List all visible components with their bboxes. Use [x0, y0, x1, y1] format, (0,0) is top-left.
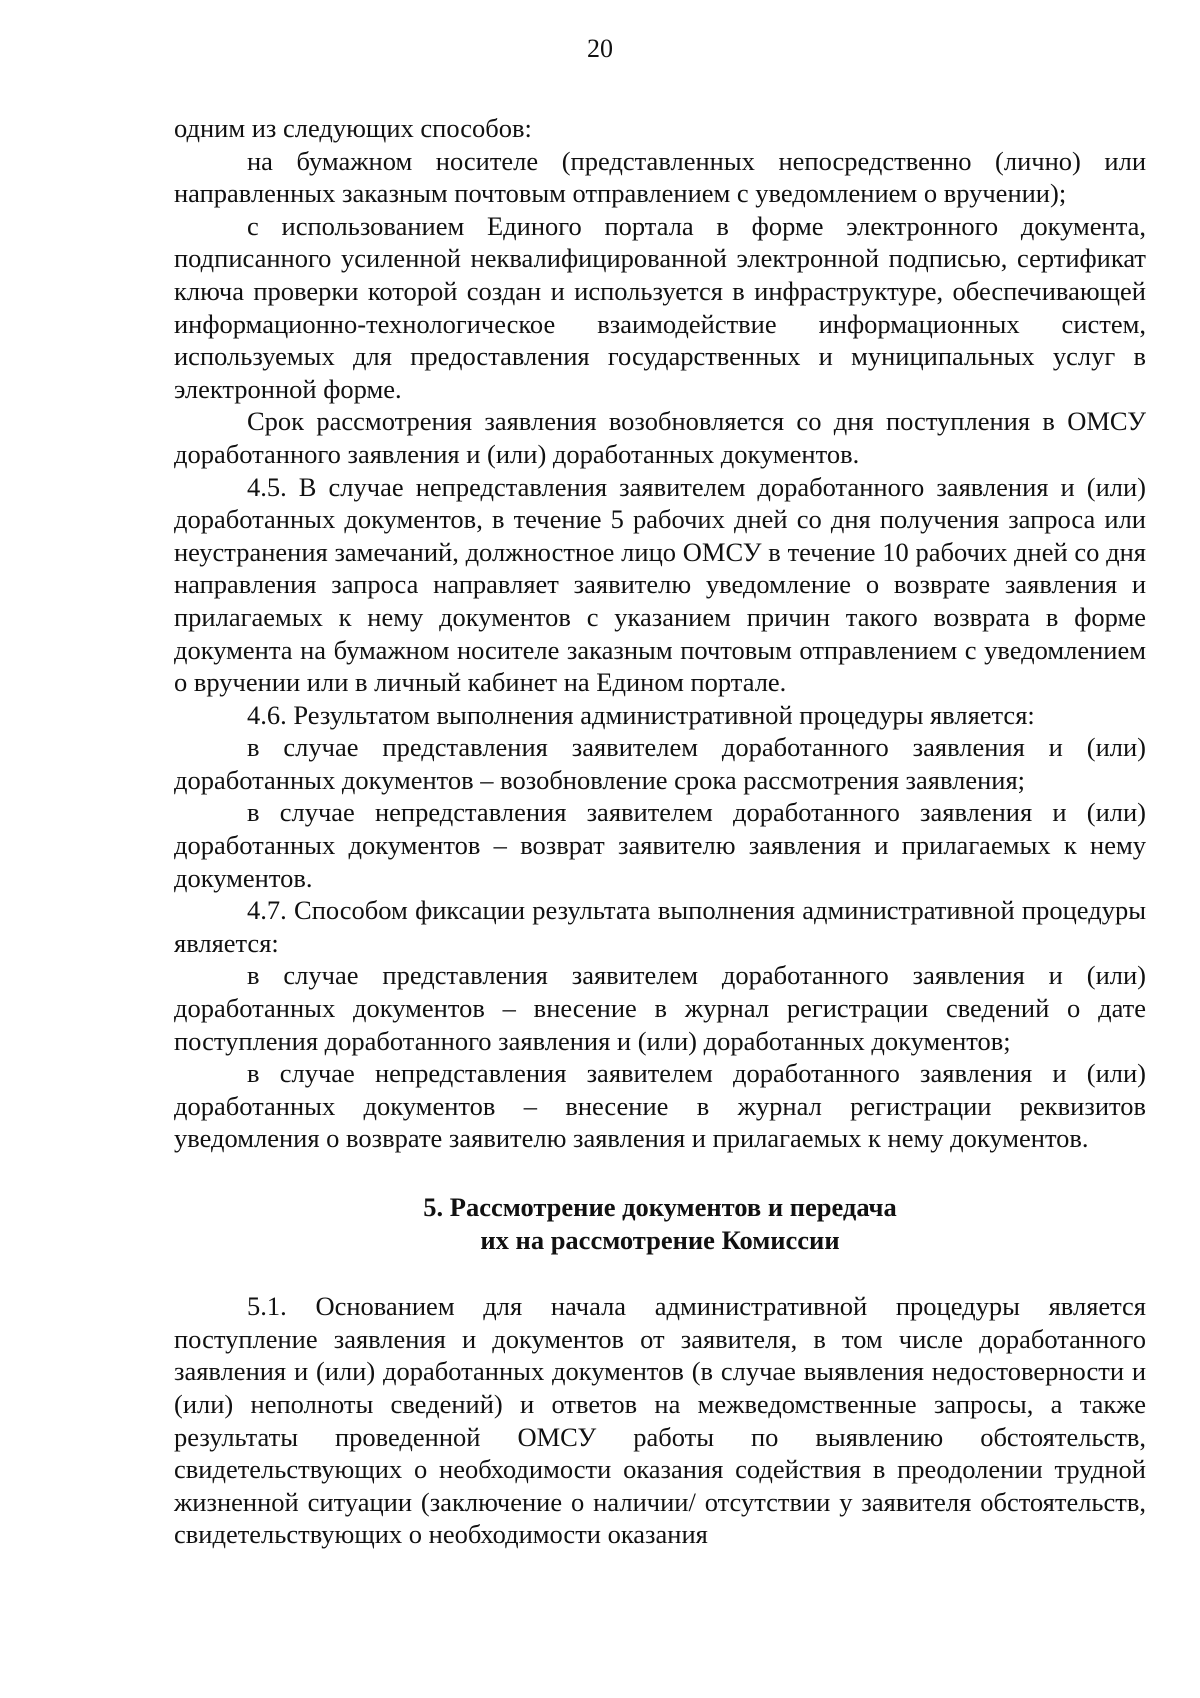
- page-number: 20: [587, 34, 613, 63]
- section-heading: [174, 1191, 1146, 1256]
- paragraph: одним из следующих способов:: [174, 113, 532, 143]
- paragraph: в случае представления заявителем доработанного заявления и (или) доработанных документов – внесение в журнал регистрации сведений о дате поступления доработанного заявления и (или) доработанных документов;: [174, 960, 1146, 1056]
- section-heading-line: их на рассмотрение Комиссии: [480, 1224, 840, 1255]
- paragraph: 5.1. Основанием для начала административной процедуры является поступление заявления и документов от заявителя, в том числе доработанного заявления и (или) доработанных документов (в случае выявления недостоверности и (или) неполноты сведений) и ответов на межведомственные запросы, а также результаты проведенной ОМСУ работы по выявлению обстоятельств, свидетельствующих о необходимости оказания содействия в преодолении трудной жизненной ситуации (заключение о наличии/ отсутствии у заявителя обстоятельств, свидетельствующих о необходимости оказания: [174, 1291, 1146, 1550]
- paragraph: 4.7. Способом фиксации результата выполнения административной процедуры является:: [174, 895, 1146, 958]
- paragraph: 4.6. Результатом выполнения административной процедуры является:: [247, 699, 1035, 730]
- paragraph: на бумажном носителе (представленных непосредственно (лично) или направленных заказным почтовым отправлением с уведомлением о вручении);: [174, 145, 1146, 209]
- paragraph: с использованием Единого портала в форме электронного документа, подписанного усиленной неквалифицированной электронной подписью, сертификат ключа проверки которой создан и используется в инфраструктуре, обеспечивающей информационно-технологическое взаимодействие информационных систем, используемых для предоставления государственных и муниципальных услуг в электронной форме.: [174, 210, 1146, 404]
- section-heading-line: 5. Рассмотрение документов и передача: [423, 1192, 897, 1222]
- paragraph: 4.5. В случае непредставления заявителем доработанного заявления и (или) доработанных документов, в течение 5 рабочих дней со дня получения запроса или неустранения замечаний, должностное лицо ОМСУ в течение 10 рабочих дней со дня направления запроса направляет заявителю уведомление о возврате заявления и прилагаемых к нему документов с указанием причин такого возврата в форме документа на бумажном носителе заказным почтовым отправлением с уведомлением о вручении или в личный кабинет на Едином портале.: [174, 471, 1146, 698]
- paragraph: в случае представления заявителем доработанного заявления и (или) доработанных документов – возобновление срока рассмотрения заявления;: [174, 732, 1146, 795]
- paragraph: в случае непредставления заявителем доработанного заявления и (или) доработанных документов – внесение в журнал регистрации реквизитов уведомления о возврате заявителю заявления и прилагаемых к нему документов.: [174, 1058, 1146, 1154]
- paragraph: Срок рассмотрения заявления возобновляется со дня поступления в ОМСУ доработанного заявления и (или) доработанных документов.: [174, 406, 1146, 469]
- document-body: [174, 112, 1146, 1551]
- paragraph: в случае непредставления заявителем доработанного заявления и (или) доработанных документов – возврат заявителю заявления и прилагаемых к нему документов.: [174, 797, 1146, 893]
